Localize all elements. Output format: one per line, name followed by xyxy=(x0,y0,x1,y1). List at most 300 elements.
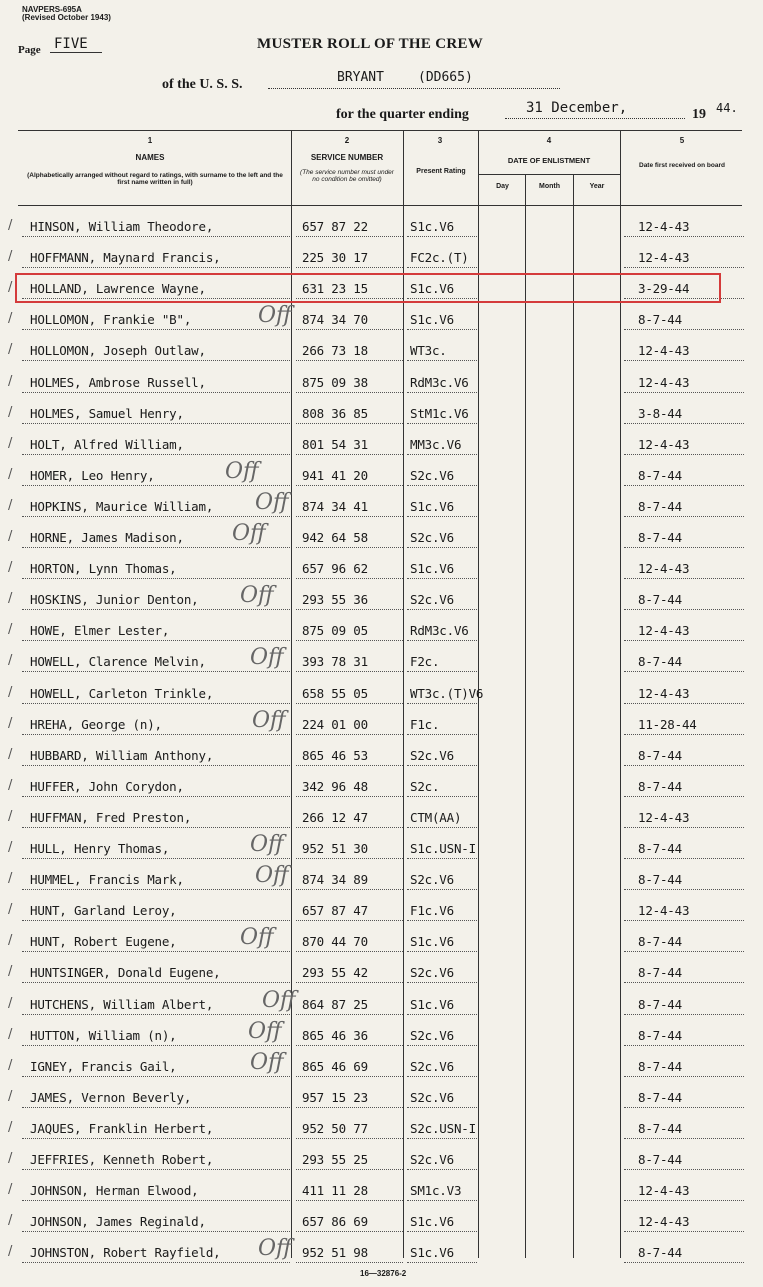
present-rating: S1c.V6 xyxy=(410,1214,454,1230)
row-underline xyxy=(22,1262,290,1263)
row-underline xyxy=(407,734,477,735)
form-revised-text: (Revised October 1943) xyxy=(22,13,111,22)
check-mark-icon: / xyxy=(8,1026,13,1042)
quarter-value: 31 December, xyxy=(526,100,628,116)
check-mark-icon: / xyxy=(8,1151,13,1166)
row-underline xyxy=(22,920,290,921)
row-underline xyxy=(624,1045,744,1046)
check-mark-icon: / xyxy=(8,622,13,638)
row-underline xyxy=(407,920,477,921)
service-number: 657 87 47 xyxy=(302,903,368,919)
row-underline xyxy=(22,236,290,237)
row-underline xyxy=(296,236,403,237)
crew-name: HOLLAND, Lawrence Wayne, xyxy=(30,281,206,297)
row-underline xyxy=(407,765,477,766)
row-underline xyxy=(624,951,744,952)
row-underline xyxy=(296,454,403,455)
row-underline xyxy=(407,703,477,704)
row-underline xyxy=(624,267,744,268)
col-4-month: Month xyxy=(539,183,560,190)
col-3-title: Present Rating xyxy=(416,168,466,175)
crew-name: JAQUES, Franklin Herbert, xyxy=(30,1120,214,1136)
table-row xyxy=(0,1176,763,1207)
row-underline xyxy=(296,609,403,610)
table-row xyxy=(0,1083,763,1114)
ship-hull-number: (DD665) xyxy=(418,70,473,85)
table-row xyxy=(0,679,763,710)
off-annotation: Off xyxy=(255,863,289,889)
off-annotation: Off xyxy=(258,303,292,329)
page-value: FIVE xyxy=(50,36,102,53)
row-underline xyxy=(624,889,744,890)
col-5-number: 5 xyxy=(679,136,685,145)
row-underline xyxy=(624,1262,744,1263)
row-underline xyxy=(22,547,290,548)
row-underline xyxy=(22,858,290,859)
present-rating: SM1c.V3 xyxy=(410,1183,462,1199)
crew-name: HORTON, Lynn Thomas, xyxy=(30,561,177,577)
row-underline xyxy=(22,609,290,610)
crew-name: JOHNSTON, Robert Rayfield, xyxy=(30,1245,221,1261)
crew-name: HOWELL, Carleton Trinkle, xyxy=(30,685,214,701)
crew-name: HUMMEL, Francis Mark, xyxy=(30,872,184,888)
check-mark-icon: / xyxy=(8,591,13,607)
row-underline xyxy=(624,609,744,610)
check-mark-icon: / xyxy=(8,1088,13,1104)
row-underline xyxy=(407,360,477,361)
row-underline xyxy=(407,485,477,486)
check-mark-icon: / xyxy=(8,529,13,544)
row-underline xyxy=(296,858,403,859)
row-underline xyxy=(624,920,744,921)
present-rating: S2c.V6 xyxy=(410,965,454,981)
row-underline xyxy=(22,796,290,797)
row-underline xyxy=(22,703,290,704)
row-underline xyxy=(407,1169,477,1170)
crew-name: HOLMES, Ambrose Russell, xyxy=(30,374,206,390)
service-number: 952 51 30 xyxy=(302,841,368,856)
table-row xyxy=(0,458,763,492)
service-number: 952 50 77 xyxy=(302,1120,368,1136)
off-annotation: Off xyxy=(240,925,274,951)
row-underline xyxy=(407,516,477,517)
check-mark-icon: / xyxy=(8,342,13,358)
crew-name: HOLLOMON, Joseph Outlaw, xyxy=(30,343,206,359)
check-mark-icon: / xyxy=(8,964,13,980)
row-underline xyxy=(407,329,477,330)
row-underline xyxy=(407,267,477,268)
row-underline xyxy=(407,796,477,797)
off-annotation: Off xyxy=(255,489,289,515)
table-row xyxy=(0,523,763,554)
date-received: 8-7-44 xyxy=(638,1058,682,1074)
row-underline xyxy=(624,1169,744,1170)
row-underline xyxy=(296,423,403,424)
crew-name: HUTTON, William (n), xyxy=(30,1027,177,1043)
service-number: 293 55 42 xyxy=(302,965,368,981)
crew-name: HOPKINS, Maurice William, xyxy=(30,498,214,514)
off-annotation: Off xyxy=(258,1236,292,1262)
present-rating: S2c.V6 xyxy=(410,1152,454,1167)
ship-name: BRYANT xyxy=(337,70,384,85)
crew-name: HUFFMAN, Fred Preston, xyxy=(30,809,192,825)
off-annotation: Off xyxy=(248,1018,282,1044)
row-underline xyxy=(624,392,744,393)
col-1-subtitle: (Alphabetically arranged without regard to ratings, with surname to the left and the first name written in full) xyxy=(27,172,283,186)
off-annotation: Off xyxy=(232,521,266,546)
table-row xyxy=(0,707,763,741)
document-title: MUSTER ROLL OF THE CREW xyxy=(257,36,484,52)
row-underline xyxy=(22,1107,290,1108)
table-row xyxy=(0,987,763,1021)
check-mark-icon: / xyxy=(8,466,13,482)
present-rating: RdM3c.V6 xyxy=(410,374,469,390)
crew-name: HOLMES, Samuel Henry, xyxy=(30,405,184,421)
check-mark-icon: / xyxy=(8,311,13,327)
date-received: 12-4-43 xyxy=(638,1214,690,1230)
row-underline xyxy=(22,423,290,424)
present-rating: WT3c.(T)V6 xyxy=(410,685,484,701)
page-label: Page xyxy=(18,44,41,56)
check-mark-icon: / xyxy=(8,933,13,949)
table-row xyxy=(0,399,763,430)
off-annotation: Off xyxy=(225,458,259,484)
row-underline xyxy=(296,703,403,704)
service-number: 870 44 70 xyxy=(302,934,368,950)
row-underline xyxy=(22,360,290,361)
check-mark-icon: / xyxy=(8,653,13,669)
row-underline xyxy=(296,796,403,797)
row-underline xyxy=(296,485,403,486)
row-underline xyxy=(624,329,744,330)
check-mark-icon: / xyxy=(8,218,13,233)
off-annotation: Off xyxy=(250,832,284,857)
col-2-number: 2 xyxy=(344,136,350,145)
row-underline xyxy=(624,1014,744,1015)
col-4-title: DATE OF ENLISTMENT xyxy=(507,156,591,165)
crew-name: JAMES, Vernon Beverly, xyxy=(30,1089,192,1105)
present-rating: S2c.V6 xyxy=(410,1027,454,1043)
date-received: 8-7-44 xyxy=(638,965,682,981)
table-row xyxy=(0,305,763,336)
row-underline xyxy=(22,1076,290,1077)
present-rating: S1c.V6 xyxy=(410,312,454,328)
row-underline xyxy=(407,671,477,672)
service-number: 342 96 48 xyxy=(302,778,368,794)
table-row xyxy=(0,1238,763,1269)
check-mark-icon: / xyxy=(8,404,13,420)
table-row xyxy=(0,865,763,896)
row-underline xyxy=(407,392,477,393)
row-underline xyxy=(296,1076,403,1077)
row-underline xyxy=(296,951,403,952)
form-number xyxy=(22,6,111,22)
row-underline xyxy=(296,1138,403,1139)
present-rating: F1c.V6 xyxy=(410,903,454,919)
row-underline xyxy=(22,671,290,672)
row-underline xyxy=(22,889,290,890)
crew-name: HOSKINS, Junior Denton, xyxy=(30,592,199,608)
present-rating: S2c.V6 xyxy=(410,467,454,483)
date-received: 8-7-44 xyxy=(638,872,682,888)
service-number: 942 64 58 xyxy=(302,530,368,545)
check-mark-icon: / xyxy=(8,1213,13,1229)
row-underline xyxy=(624,734,744,735)
row-underline xyxy=(624,1231,744,1232)
crew-name: HUNT, Garland Leroy, xyxy=(30,903,177,919)
crew-name: HOLLOMON, Frankie "B", xyxy=(30,312,192,328)
row-underline xyxy=(22,516,290,517)
check-mark-icon: / xyxy=(8,746,13,762)
present-rating: S2c.V6 xyxy=(410,592,454,608)
date-received: 8-7-44 xyxy=(638,1245,682,1261)
date-received: 12-4-43 xyxy=(638,436,690,452)
row-underline xyxy=(407,982,477,983)
check-mark-icon: / xyxy=(8,995,13,1011)
row-underline xyxy=(407,1138,477,1139)
table-row xyxy=(0,1049,763,1083)
crew-name: HUBBARD, William Anthony, xyxy=(30,747,214,763)
row-underline xyxy=(296,920,403,921)
col-2-subtitle: (The service number must under no condition be omitted) xyxy=(300,169,394,183)
row-underline xyxy=(22,1169,290,1170)
row-underline xyxy=(407,454,477,455)
check-mark-icon: / xyxy=(8,902,13,918)
row-underline xyxy=(296,547,403,548)
date-received: 8-7-44 xyxy=(638,747,682,763)
present-rating: S1c.V6 xyxy=(410,281,454,297)
row-underline xyxy=(407,858,477,859)
check-mark-icon: / xyxy=(8,560,13,576)
crew-name: IGNEY, Francis Gail, xyxy=(30,1058,177,1074)
row-underline xyxy=(22,578,290,579)
date-received: 8-7-44 xyxy=(638,1027,682,1043)
row-underline xyxy=(296,982,403,983)
row-underline xyxy=(407,951,477,952)
row-underline xyxy=(407,1200,477,1201)
year-prefix: 19 xyxy=(692,107,706,122)
row-underline xyxy=(407,423,477,424)
row-underline xyxy=(296,640,403,641)
service-number: 224 01 00 xyxy=(302,716,368,732)
row-underline xyxy=(22,454,290,455)
table-row xyxy=(0,896,763,927)
date-received: 12-4-43 xyxy=(638,343,690,359)
col-3-number: 3 xyxy=(437,136,443,145)
service-number: 631 23 15 xyxy=(302,281,368,297)
present-rating: RdM3c.V6 xyxy=(410,623,469,639)
date-received: 12-4-43 xyxy=(638,623,690,639)
row-underline xyxy=(296,1169,403,1170)
off-annotation: Off xyxy=(262,987,296,1013)
crew-name: HOFFMANN, Maynard Francis, xyxy=(30,250,221,266)
row-underline xyxy=(296,1014,403,1015)
service-number: 808 36 85 xyxy=(302,405,368,421)
present-rating: S2c.USN-I xyxy=(410,1120,476,1136)
row-underline xyxy=(296,1200,403,1201)
row-underline xyxy=(22,329,290,330)
date-received: 8-7-44 xyxy=(638,312,682,328)
date-received: 12-4-43 xyxy=(638,374,690,390)
row-underline xyxy=(22,765,290,766)
row-underline xyxy=(296,734,403,735)
row-underline xyxy=(624,1138,744,1139)
row-underline xyxy=(624,1107,744,1108)
present-rating: FC2c.(T) xyxy=(410,250,469,266)
check-mark-icon: / xyxy=(8,871,13,887)
table-row xyxy=(0,647,763,678)
present-rating: F2c. xyxy=(410,654,440,670)
table-row xyxy=(0,1114,763,1145)
off-annotation: Off xyxy=(240,583,274,609)
present-rating: MM3c.V6 xyxy=(410,436,462,452)
table-row xyxy=(0,554,763,585)
row-underline xyxy=(296,765,403,766)
row-underline xyxy=(624,1076,744,1077)
footer-code: 16—32876-2 xyxy=(360,1269,407,1278)
date-received: 12-4-43 xyxy=(638,219,690,234)
date-received: 8-7-44 xyxy=(638,841,682,856)
date-received: 8-7-44 xyxy=(638,498,682,514)
crew-name: HREHA, George (n), xyxy=(30,716,162,732)
ship-prefix: of the U. S. S. xyxy=(162,77,243,92)
row-underline xyxy=(407,640,477,641)
service-number: 865 46 53 xyxy=(302,747,368,763)
row-underline xyxy=(624,703,744,704)
present-rating: S2c.V6 xyxy=(410,1089,454,1105)
row-underline xyxy=(296,889,403,890)
row-underline xyxy=(22,1014,290,1015)
table-row xyxy=(0,1145,763,1176)
check-mark-icon: / xyxy=(8,435,13,451)
table-row xyxy=(0,212,763,243)
present-rating: S1c.V6 xyxy=(410,498,454,514)
table-row xyxy=(0,772,763,803)
row-underline xyxy=(407,1045,477,1046)
crew-name: JOHNSON, Herman Elwood, xyxy=(30,1183,199,1199)
crew-name: JEFFRIES, Kenneth Robert, xyxy=(30,1152,214,1167)
table-row xyxy=(0,958,763,989)
present-rating: S2c.V6 xyxy=(410,872,454,888)
table-row xyxy=(0,741,763,772)
date-received: 8-7-44 xyxy=(638,592,682,608)
off-annotation: Off xyxy=(252,707,286,733)
table-row xyxy=(0,489,763,523)
check-mark-icon: / xyxy=(8,1057,13,1073)
row-underline xyxy=(407,1231,477,1232)
form-number-text: NAVPERS-695A xyxy=(22,5,82,14)
row-underline xyxy=(22,827,290,828)
row-underline xyxy=(624,423,744,424)
present-rating: S2c.V6 xyxy=(410,530,454,545)
year-suffix: 44. xyxy=(716,101,738,115)
row-underline xyxy=(624,485,744,486)
row-underline xyxy=(296,1045,403,1046)
col-4-year: Year xyxy=(589,183,605,190)
col-1-title: NAMES xyxy=(135,153,165,162)
present-rating: S2c.V6 xyxy=(410,1058,454,1074)
check-mark-icon: / xyxy=(8,497,13,513)
check-mark-icon: / xyxy=(8,280,13,296)
table-row xyxy=(0,1018,763,1052)
table-row xyxy=(0,834,763,865)
crew-name: HUNT, Robert Eugene, xyxy=(30,934,177,950)
service-number: 657 87 22 xyxy=(302,219,368,234)
table-row xyxy=(0,430,763,461)
date-received: 8-7-44 xyxy=(638,1152,682,1167)
service-number: 657 96 62 xyxy=(302,561,368,577)
table-row xyxy=(0,803,763,834)
service-number: 875 09 38 xyxy=(302,374,368,390)
row-underline xyxy=(22,485,290,486)
crew-name: JOHNSON, James Reginald, xyxy=(30,1214,206,1230)
row-underline xyxy=(624,236,744,237)
row-underline xyxy=(407,827,477,828)
row-underline xyxy=(407,1262,477,1263)
table-row xyxy=(0,368,763,399)
date-received: 8-7-44 xyxy=(638,467,682,483)
service-number: 875 09 05 xyxy=(302,623,368,639)
present-rating: S1c.USN-I xyxy=(410,841,476,856)
service-number: 266 73 18 xyxy=(302,343,368,359)
row-underline xyxy=(296,578,403,579)
date-received: 12-4-43 xyxy=(638,903,690,919)
enlistment-subheader-line xyxy=(478,174,620,175)
service-number: 874 34 89 xyxy=(302,872,368,888)
ship-line xyxy=(268,70,560,89)
present-rating: S1c.V6 xyxy=(410,1245,454,1261)
table-row xyxy=(0,927,763,958)
date-received: 8-7-44 xyxy=(638,778,682,794)
crew-name: HOWE, Elmer Lester, xyxy=(30,623,170,639)
date-received: 12-4-43 xyxy=(638,809,690,825)
service-number: 952 51 98 xyxy=(302,1245,368,1261)
row-underline xyxy=(624,1200,744,1201)
service-number: 657 86 69 xyxy=(302,1214,368,1230)
crew-name: HOMER, Leo Henry, xyxy=(30,467,155,483)
check-mark-icon: / xyxy=(8,1182,13,1198)
row-underline xyxy=(407,1014,477,1015)
service-number: 658 55 05 xyxy=(302,685,368,701)
row-underline xyxy=(296,360,403,361)
date-received: 12-4-43 xyxy=(638,250,690,266)
present-rating: S1c.V6 xyxy=(410,561,454,577)
row-underline xyxy=(624,578,744,579)
row-underline xyxy=(296,1231,403,1232)
row-underline xyxy=(624,796,744,797)
check-mark-icon: / xyxy=(8,777,13,793)
off-annotation: Off xyxy=(250,1049,284,1075)
row-underline xyxy=(407,578,477,579)
service-number: 266 12 47 xyxy=(302,809,368,825)
col-4-day: Day xyxy=(496,183,509,190)
row-underline xyxy=(407,1076,477,1077)
check-mark-icon: / xyxy=(8,684,13,700)
off-annotation: Off xyxy=(250,645,284,671)
present-rating: S2c.V6 xyxy=(410,747,454,763)
row-underline xyxy=(296,267,403,268)
row-underline xyxy=(22,640,290,641)
date-received: 12-4-43 xyxy=(638,561,690,577)
row-underline xyxy=(296,1107,403,1108)
row-underline xyxy=(296,392,403,393)
row-underline xyxy=(296,1262,403,1263)
table-row xyxy=(0,616,763,647)
row-underline xyxy=(407,609,477,610)
present-rating: S1c.V6 xyxy=(410,996,454,1012)
service-number: 941 41 20 xyxy=(302,467,368,483)
check-mark-icon: / xyxy=(8,1244,13,1260)
